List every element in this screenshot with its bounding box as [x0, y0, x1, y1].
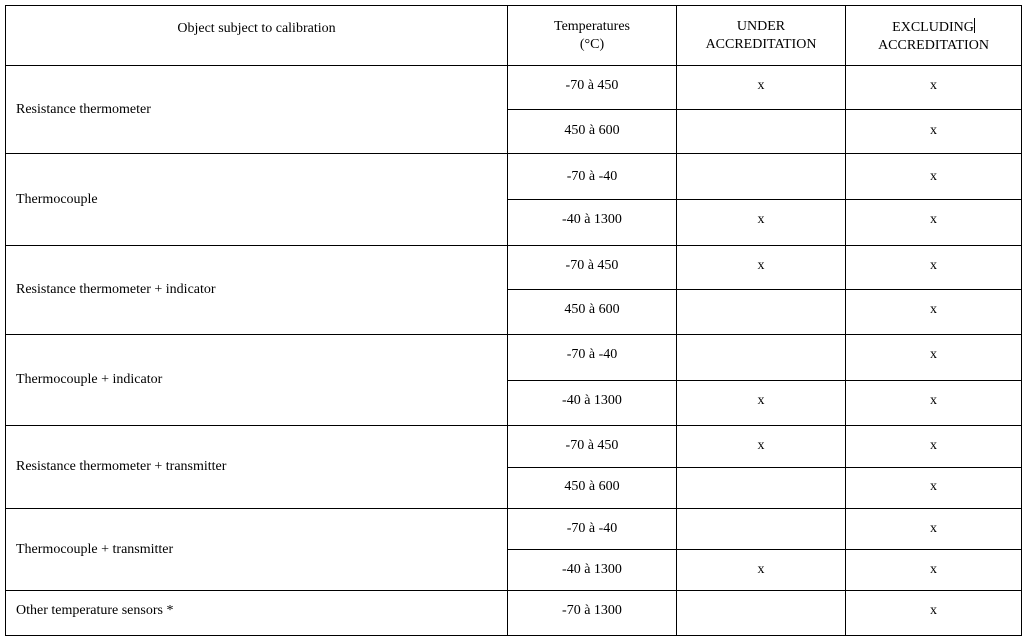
header-object: Object subject to calibration	[6, 6, 508, 66]
temperature-range-cell: 450 à 600	[508, 110, 677, 154]
object-cell: Thermocouple + indicator	[6, 335, 508, 426]
under-accreditation-cell	[677, 154, 846, 200]
under-accreditation-cell: x	[677, 550, 846, 591]
excluding-accreditation-cell: x	[846, 381, 1022, 426]
under-accreditation-cell: x	[677, 381, 846, 426]
excluding-accreditation-cell: x	[846, 591, 1022, 636]
excluding-accreditation-cell: x	[846, 550, 1022, 591]
temperature-range-cell: -70 à 450	[508, 426, 677, 468]
object-cell: Resistance thermometer	[6, 66, 508, 154]
under-accreditation-cell	[677, 468, 846, 509]
excluding-accreditation-cell: x	[846, 468, 1022, 509]
temperature-range-cell: -70 à -40	[508, 154, 677, 200]
table-row	[6, 335, 1022, 381]
under-accreditation-cell	[677, 509, 846, 550]
excluding-accreditation-cell: x	[846, 509, 1022, 550]
under-accreditation-cell: x	[677, 200, 846, 246]
excluding-accreditation-cell: x	[846, 154, 1022, 200]
table-row	[6, 509, 1022, 550]
table-row	[6, 426, 1022, 468]
header-excluding-accreditation: EXCLUDING ACCREDITATION	[846, 6, 1022, 66]
temperature-range-cell: 450 à 600	[508, 468, 677, 509]
temperature-range-cell: -70 à 1300	[508, 591, 677, 636]
excluding-accreditation-cell: x	[846, 335, 1022, 381]
object-cell: Thermocouple	[6, 154, 508, 246]
header-under-accreditation: UNDER ACCREDITATION	[677, 6, 846, 66]
excluding-accreditation-cell: x	[846, 110, 1022, 154]
object-cell: Other temperature sensors *	[6, 591, 508, 636]
table-row	[6, 591, 1022, 636]
text-cursor	[974, 18, 975, 33]
object-cell: Thermocouple + transmitter	[6, 509, 508, 591]
excluding-accreditation-cell: x	[846, 66, 1022, 110]
under-accreditation-cell: x	[677, 66, 846, 110]
under-accreditation-cell	[677, 110, 846, 154]
object-cell: Resistance thermometer + transmitter	[6, 426, 508, 509]
under-accreditation-cell: x	[677, 426, 846, 468]
table-row	[6, 66, 1022, 110]
excluding-accreditation-cell: x	[846, 426, 1022, 468]
calibration-table	[5, 5, 1022, 636]
temperature-range-cell: -40 à 1300	[508, 381, 677, 426]
temperature-range-cell: 450 à 600	[508, 290, 677, 335]
header-row	[6, 6, 1022, 66]
temperature-range-cell: -70 à -40	[508, 509, 677, 550]
temperature-range-cell: -70 à 450	[508, 246, 677, 290]
table-row	[6, 246, 1022, 290]
object-cell: Resistance thermometer + indicator	[6, 246, 508, 335]
temperature-range-cell: -70 à 450	[508, 66, 677, 110]
excluding-accreditation-cell: x	[846, 246, 1022, 290]
excluding-accreditation-cell: x	[846, 200, 1022, 246]
excluding-accreditation-cell: x	[846, 290, 1022, 335]
under-accreditation-cell	[677, 591, 846, 636]
temperature-range-cell: -40 à 1300	[508, 550, 677, 591]
under-accreditation-cell	[677, 290, 846, 335]
header-temperatures: Temperatures (°C)	[508, 6, 677, 66]
under-accreditation-cell	[677, 335, 846, 381]
temperature-range-cell: -40 à 1300	[508, 200, 677, 246]
table-row	[6, 154, 1022, 200]
temperature-range-cell: -70 à -40	[508, 335, 677, 381]
under-accreditation-cell: x	[677, 246, 846, 290]
